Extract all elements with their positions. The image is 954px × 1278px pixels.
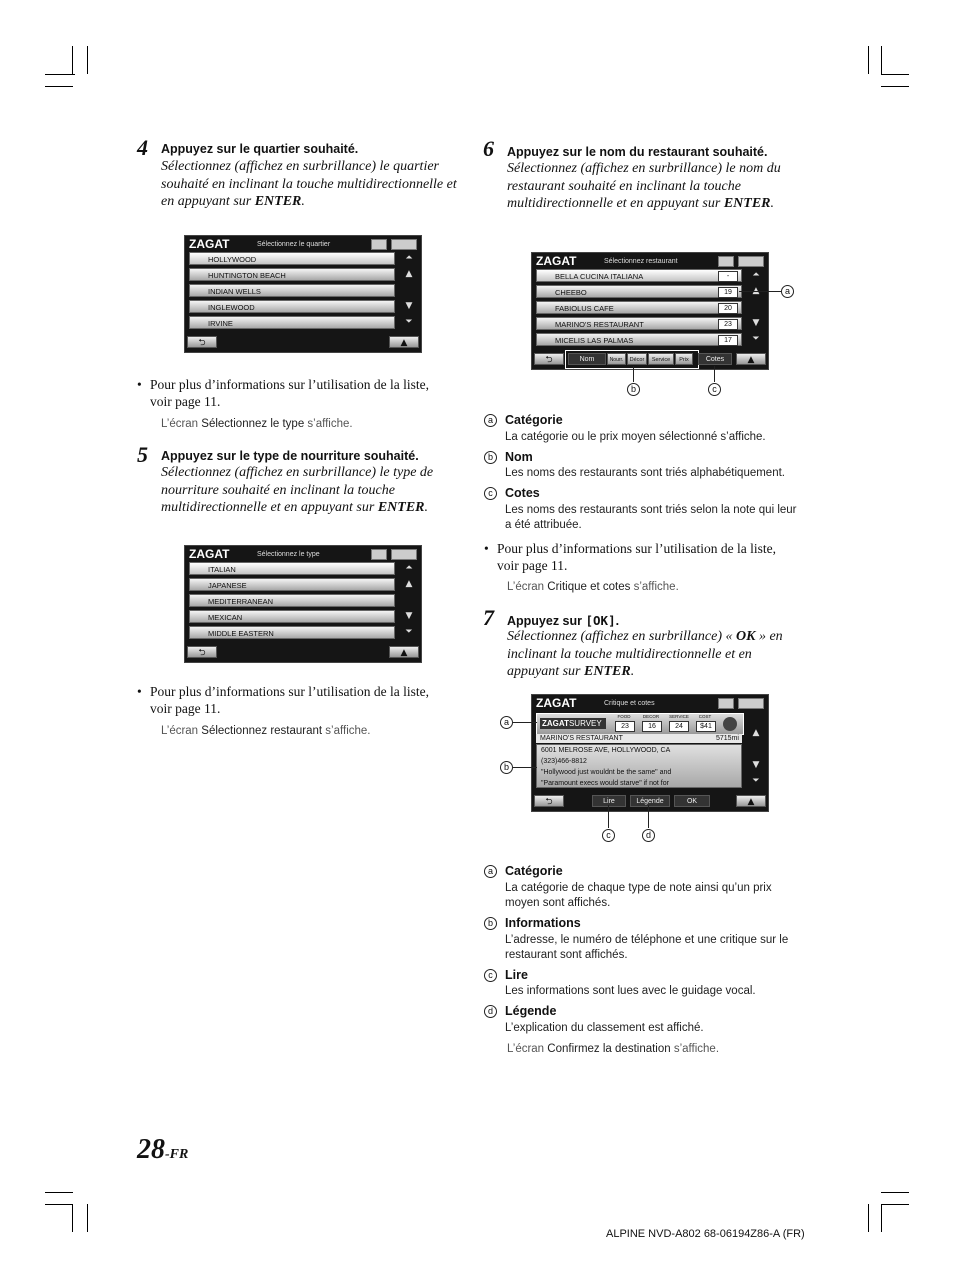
step-4-title: Appuyez sur le quartier souhaité.	[161, 142, 359, 156]
legend-title: Cotes	[505, 486, 540, 500]
screen-caption: Sélectionnez le quartier	[257, 241, 331, 248]
callout-b: b	[500, 761, 513, 774]
tab-nom[interactable]: Nom	[568, 353, 606, 365]
map-icon[interactable]	[371, 239, 387, 250]
category-label: SERVICE	[669, 714, 689, 719]
legend-title: Catégorie	[505, 413, 563, 427]
list-item[interactable]: JAPANESE	[189, 578, 395, 591]
tab-nourriture[interactable]: Nourr.	[607, 353, 626, 365]
back-button[interactable]	[534, 795, 564, 807]
list-item[interactable]: FABIOLUS CAFE	[536, 301, 742, 314]
legend-desc: L’adresse, le numéro de téléphone et une critique sur le restaurant sont affichés.	[505, 934, 789, 961]
home-button[interactable]	[736, 353, 766, 365]
return-icon: ⮌	[198, 338, 206, 348]
home-button[interactable]	[736, 795, 766, 807]
screen-note-2: L’écran Sélectionnez restaurant s’affiche.	[161, 725, 371, 737]
callout-leader	[513, 767, 537, 768]
navigation-arrow-icon: ▲	[747, 797, 755, 807]
step-7-number: 7	[483, 605, 494, 630]
callout-d: d	[642, 829, 655, 842]
callout-a: a	[500, 716, 513, 729]
step-5-instructions: Sélectionnez (affichez en surbrillance) le type de nourriture souhaité en inclinant la touche multidirectionnelle et en appuyant sur ENTER.	[161, 465, 434, 515]
return-icon: ⮌	[198, 648, 206, 658]
map-icon[interactable]	[371, 549, 387, 560]
back-button[interactable]	[534, 353, 564, 365]
step-5-number: 5	[137, 442, 148, 467]
screen-note-4: L’écran Confirmez la destination s’affiche.	[507, 1043, 720, 1055]
screen-note-3: L’écran Critique et cotes s’affiche.	[507, 581, 679, 593]
return-icon: ⮌	[545, 797, 553, 807]
restaurant-name: MARINO'S RESTAURANT 5715mi	[536, 734, 742, 743]
return-icon: ⮌	[545, 355, 553, 365]
step-7-title: Appuyez sur [OK].	[507, 613, 620, 628]
zagat-survey-logo: ZAGATSURVEY	[540, 718, 606, 729]
step-6-title: Appuyez sur le nom du restaurant souhaité.	[507, 145, 768, 159]
lire-button[interactable]: Lire	[592, 795, 626, 807]
list-item[interactable]: BELLA CUCINA ITALIANA	[536, 269, 742, 282]
category-label: FOOD	[617, 714, 631, 719]
bullet-note-1: • Pour plus d’informations sur l’utilisation de la liste, voir page 11.	[137, 377, 429, 409]
legend-mark: b	[484, 451, 497, 464]
navigation-arrow-icon: ▲	[400, 648, 408, 658]
screen-caption: Sélectionnez restaurant	[604, 258, 678, 265]
rating-category-bar	[536, 713, 744, 735]
scroll-up-icon[interactable]: ▲	[405, 269, 413, 279]
address: 6001 MELROSE AVE, HOLLYWOOD, CA	[541, 747, 671, 754]
callout-leader	[633, 366, 634, 382]
tab-service[interactable]: Service	[648, 353, 674, 365]
callout-leader	[513, 722, 537, 723]
screen-caption: Critique et cotes	[604, 700, 655, 707]
info-panel	[536, 744, 742, 788]
keypad-icon[interactable]	[738, 256, 764, 267]
zagat-logo: ZAGAT	[189, 547, 230, 561]
list-item[interactable]: HOLLYWOOD	[189, 252, 395, 265]
page-down-icon[interactable]: ⏷	[752, 334, 760, 344]
list-item[interactable]: INGLEWOOD	[189, 300, 395, 313]
legend-title: Catégorie	[505, 864, 563, 878]
page-down-icon[interactable]: ⏷	[405, 627, 413, 637]
category-label: COST	[698, 714, 712, 719]
home-button[interactable]	[389, 336, 419, 348]
step-6-number: 6	[483, 136, 494, 161]
legend-desc: Les noms des restaurants sont triés alphabétiquement.	[505, 467, 785, 479]
screen-note-1: L’écran Sélectionnez le type s’affiche.	[161, 418, 353, 430]
step-7-instructions: Sélectionnez (affichez en surbrillance) « OK » en inclinant la touche multidirectionnelle et en appuyant sur ENTER.	[507, 629, 783, 679]
home-button[interactable]	[389, 646, 419, 658]
page-up-icon[interactable]: ⏶	[405, 253, 413, 263]
ok-button[interactable]: OK	[674, 795, 710, 807]
list-item[interactable]: MICELIS LAS PALMAS	[536, 333, 742, 346]
page-up-icon[interactable]: ⏶	[405, 563, 413, 573]
back-button[interactable]	[187, 336, 217, 348]
globe-icon[interactable]	[723, 717, 737, 731]
screen-restaurant	[531, 252, 769, 370]
list-item[interactable]: ITALIAN	[189, 562, 395, 575]
list-item[interactable]: MARINO'S RESTAURANT	[536, 317, 742, 330]
zagat-logo: ZAGAT	[536, 696, 577, 710]
back-button[interactable]	[187, 646, 217, 658]
screen-caption: Sélectionnez le type	[257, 551, 320, 558]
review-line: "Hollywood just wouldnt be the same" and	[541, 769, 672, 776]
keypad-icon[interactable]	[391, 239, 417, 250]
callout-leader	[714, 366, 715, 382]
cost-rating: $41	[696, 721, 716, 732]
tab-prix[interactable]: Prix	[675, 353, 693, 365]
score-box: 23	[718, 319, 738, 330]
tab-decor[interactable]: Décor	[627, 353, 647, 365]
legend-title: Informations	[505, 916, 581, 930]
scroll-up-icon[interactable]: ▲	[405, 579, 413, 589]
score-box: -	[718, 271, 738, 282]
service-rating: 24	[669, 721, 689, 732]
tab-cotes[interactable]: Cotes	[698, 353, 732, 365]
page-down-icon[interactable]: ⏷	[405, 317, 413, 327]
list-item[interactable]: HUNTINGTON BEACH	[189, 268, 395, 281]
list-item[interactable]: IRVINE	[189, 316, 395, 329]
decor-rating: 16	[642, 721, 662, 732]
callout-c: c	[708, 383, 721, 396]
keypad-icon[interactable]	[738, 698, 764, 709]
legend-mark: a	[484, 865, 497, 878]
legend-title: Légende	[505, 1004, 557, 1018]
map-icon[interactable]	[718, 256, 734, 267]
legend-mark: a	[484, 414, 497, 427]
callout-c: c	[602, 829, 615, 842]
score-box: 19	[718, 287, 738, 298]
screen-type	[184, 545, 422, 663]
legend-desc: L’explication du classement est affiché.	[505, 1022, 704, 1034]
list-item[interactable]: MEXICAN	[189, 610, 395, 623]
list-item[interactable]: CHEEBO	[536, 285, 742, 298]
food-rating: 23	[615, 721, 635, 732]
legend-mark: c	[484, 487, 497, 500]
score-box: 20	[718, 303, 738, 314]
list-item[interactable]: MIDDLE EASTERN	[189, 626, 395, 639]
screen-quartier	[184, 235, 422, 353]
step-6-instructions: Sélectionnez (affichez en surbrillance) le nom du restaurant souhaité en inclinant la touche multidirectionnelle et en appuyant sur ENTER.	[507, 161, 781, 211]
page-down-icon[interactable]: ⏷	[752, 776, 760, 786]
page-number: 28-FR	[137, 1134, 189, 1165]
callout-leader	[648, 805, 649, 828]
legend-desc: La catégorie ou le prix moyen sélectionné s’affiche.	[505, 431, 766, 443]
legend-desc: Les informations sont lues avec le guidage vocal.	[505, 985, 756, 997]
legend-title: Nom	[505, 450, 533, 464]
review-line: "Paramount execs would starve" if not for	[541, 780, 669, 787]
scroll-down-icon[interactable]: ▼	[752, 318, 760, 328]
scroll-down-icon[interactable]: ▼	[405, 301, 413, 311]
callout-b: b	[627, 383, 640, 396]
legend-desc: Les noms des restaurants sont triés selon la note qui leur a été attribuée.	[505, 504, 797, 531]
callout-leader	[608, 805, 609, 828]
navigation-arrow-icon: ▲	[400, 338, 408, 348]
legende-button[interactable]: Légende	[630, 795, 670, 807]
screen-critique	[531, 694, 769, 812]
step-4-instructions: Sélectionnez (affichez en surbrillance) le quartier souhaité en inclinant la touche multidirectionnelle et en appuyant sur ENTER.	[161, 159, 457, 209]
scroll-down-icon[interactable]: ▼	[752, 760, 760, 770]
bullet-note-2: • Pour plus d’informations sur l’utilisation de la liste, voir page 11.	[137, 684, 429, 716]
zagat-logo: ZAGAT	[536, 254, 577, 268]
score-box: 17	[718, 335, 738, 346]
phone: (323)466-8812	[541, 758, 587, 765]
list-item[interactable]: INDIAN WELLS	[189, 284, 395, 297]
list-item[interactable]: MEDITERRANEAN	[189, 594, 395, 607]
legend-mark: b	[484, 917, 497, 930]
zagat-logo: ZAGAT	[189, 237, 230, 251]
callout-a: a	[781, 285, 794, 298]
page-up-icon[interactable]: ⏶	[752, 270, 760, 280]
category-label: DECOR	[642, 714, 660, 719]
legend-desc: La catégorie de chaque type de note ainsi qu’un prix moyen sont affichés.	[505, 882, 772, 909]
bullet-note-3: • Pour plus d’informations sur l’utilisation de la liste, voir page 11.	[484, 541, 776, 573]
scroll-down-icon[interactable]: ▼	[405, 611, 413, 621]
legend-title: Lire	[505, 968, 528, 982]
map-icon[interactable]	[718, 698, 734, 709]
step-4-number: 4	[137, 135, 148, 160]
legend-mark: c	[484, 969, 497, 982]
navigation-arrow-icon: ▲	[747, 355, 755, 365]
callout-leader	[739, 291, 781, 292]
scroll-up-icon[interactable]: ▲	[752, 728, 760, 738]
footer-reference: ALPINE NVD-A802 68-06194Z86-A (FR)	[606, 1228, 805, 1240]
step-5-title: Appuyez sur le type de nourriture souhaité.	[161, 449, 419, 463]
keypad-icon[interactable]	[391, 549, 417, 560]
legend-mark: d	[484, 1005, 497, 1018]
